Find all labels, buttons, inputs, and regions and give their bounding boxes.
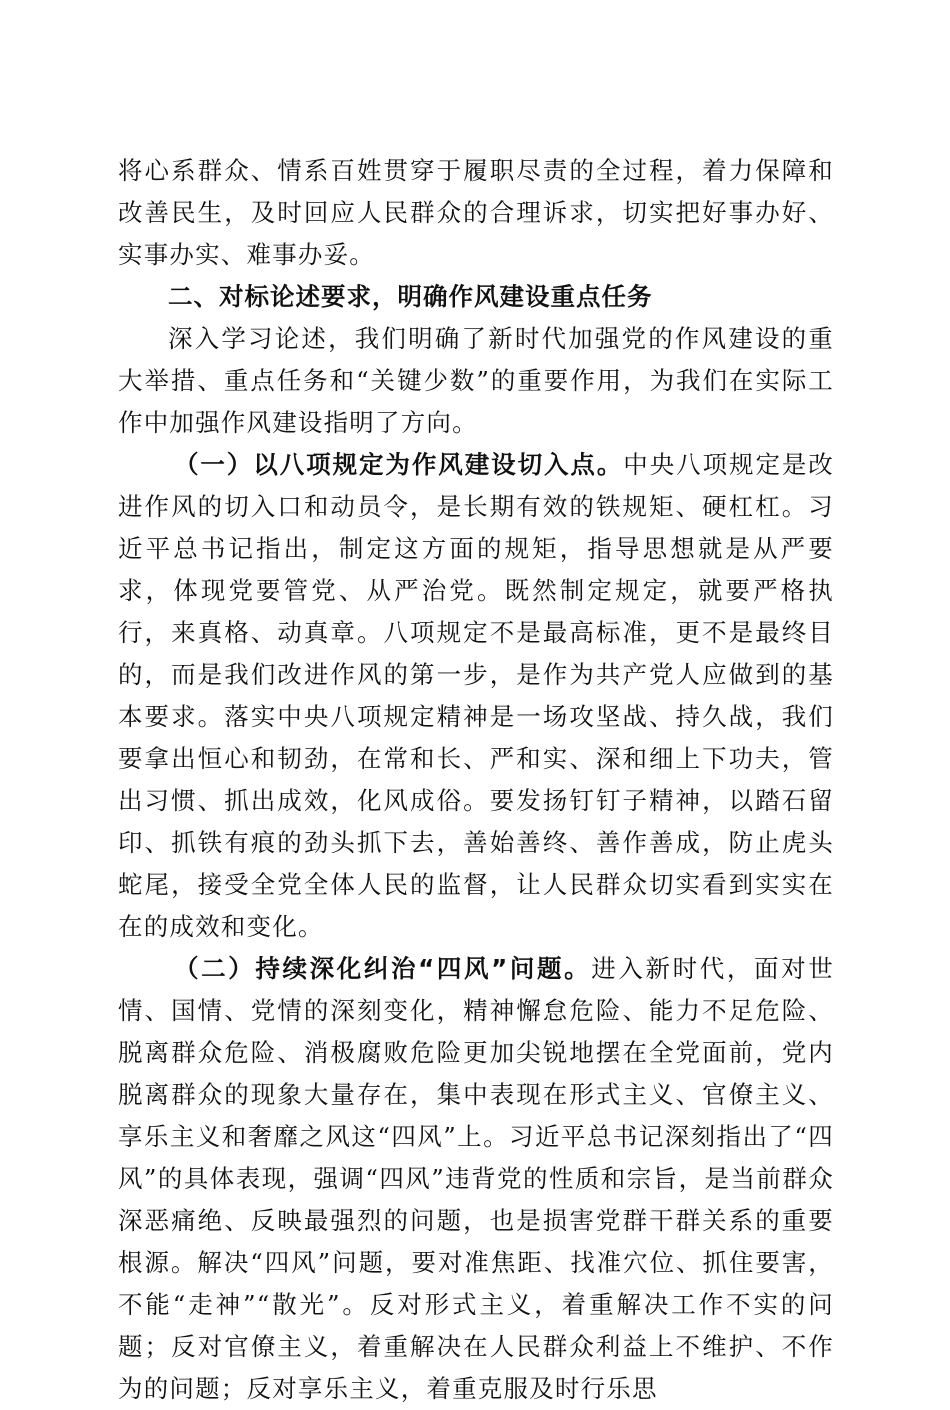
section-2-body: 进入新时代，面对世情、国情、党情的深刻变化，精神懈怠危险、能力不足危险、脱离群众危险、消极腐败危险更加尖锐地摆在全党面前，党内脱离群众的现象大量存在，集中表现在形式主义、官僚主义、享乐主义和奢靡之风这“四风”上。习近平总书记深刻指出了“四风”的具体表现，强调“四风”违背党的性质和宗旨，是当前群众深恶痛绝、反映最强烈的问题，也是损害党群干群关系的重要根源。解决“四风”问题，要对准焦距、找准穴位、抓住要害，不能“走神”“散光”。反对形式主义，着重解决工作不实的问题；反对官僚主义，着重解决在人民群众利益上不维护、不作为的问题；反对享乐主义，着重克服及时行乐思	[118, 954, 834, 1403]
section-1-body: 中央八项规定是改进作风的切入口和动员令，是长期有效的铁规矩、硬杠杠。习近平总书记指出，制定这方面的规矩，指导思想就是从严要求，体现党要管党、从严治党。既然制定规定，就要严格执行，来真格、动真章。八项规定不是最高标准，更不是最终目的，而是我们改进作风的第一步，是作为共产党人应做到的基本要求。落实中央八项规定精神是一场攻坚战、持久战，我们要拿出恒心和韧劲，在常和长、严和实、深和细上下功夫，管出习惯、抓出成效，化风成俗。要发扬钉钉子精神，以踏石留印、抓铁有痕的劲头抓下去，善始善终、善作善成，防止虎头蛇尾，接受全党全体人民的监督，让人民群众切实看到实实在在的成效和变化。	[118, 450, 834, 941]
paragraph-continuation: 将心系群众、情系百姓贯穿于履职尽责的全过程，着力保障和改善民生，及时回应人民群众的合理诉求，切实把好事办好、实事办实、难事办妥。	[118, 156, 834, 269]
paragraph-section-2	[118, 948, 834, 1410]
section-heading: 二、对标论述要求，明确作风建设重点任务	[168, 282, 653, 311]
section-1-lead: （一）以八项规定为作风建设切入点。	[174, 450, 624, 479]
section-2-lead: （二）持续深化纠治“四风”问题。	[174, 954, 592, 983]
document-body	[118, 150, 834, 1410]
paragraph-section-1	[118, 444, 834, 948]
paragraph-intro: 深入学习论述，我们明确了新时代加强党的作风建设的重大举措、重点任务和“关键少数”的重要作用，为我们在实际工作中加强作风建设指明了方向。	[118, 324, 834, 437]
